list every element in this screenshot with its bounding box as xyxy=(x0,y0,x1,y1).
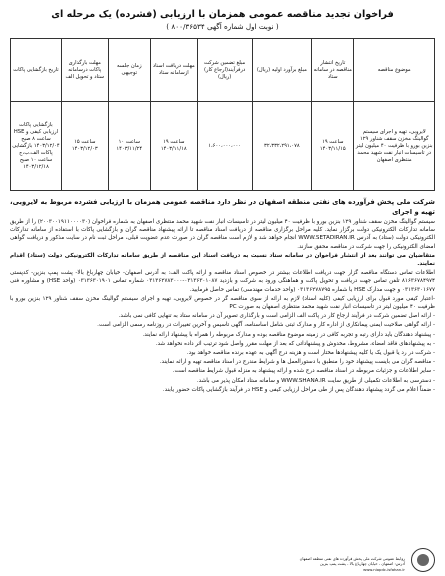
header-briefing-session: زمان جلسه توجیهی xyxy=(108,39,150,102)
header-initial-estimate: مبلغ برآورد اولیه (ریال) xyxy=(252,39,311,102)
header-upload-deadline: مهلت بارگذاری پاکات درسامانه ستاد و تحویل الف xyxy=(61,39,108,102)
header-subject: موضوع مناقصه xyxy=(354,39,435,102)
footer-text xyxy=(300,556,405,572)
table-header-row xyxy=(11,39,435,102)
header-doc-deadline: مهلت دریافت اسناد ازسامانه ستاد xyxy=(150,39,197,102)
footer-line: روابط عمومی شرکت ملی پخش فرآورده های نفتی منطقه اصفهان xyxy=(299,555,405,561)
paragraph: - به پیشنهادهای فاقد امضاء، مشروط، مخدوش و پیشنهاداتی که بعد از مهلت مقرر واصل شود ترتیب اثر داده نخواهد شد. xyxy=(155,340,435,347)
cell-upload-deadline: ساعت ۱۵ ۱۴۰۳/۱۲/۰۳ xyxy=(61,102,108,191)
footer-line: آدرس: اصفهان - خیابان چهارباغ بالا - پشت پمپ بنزین xyxy=(320,561,405,567)
paragraph: سیستم گوالینگ مخزن سقف شناور ۱۲۹ بنزین بورو با ظرفیت ۴۰ میلیون لیتر در تاسیسات انبار نفت شهید محمد منتظری اصفهان به شماره فراخوان (۲۰۰۳۰۰۱۹۱۱۰۰۰۰۳۰) را از طریق سامانه تدارکات الکترونیکی دولت برگزار نماید. کلیه مراحل برگزاری مناقصه از دریافت اسناد مناقصه تا ارائه پیشنهاد مناقصه گران و بازگشایی پاکات با استفاده از سامانه تدارکات الکترونیکی دولت (ستاد) به آدرس WWW.SETADIRAN.IR انجام خواهد شد و لازم است مناقصه گران در صورت عدم عضویت قبلی، مراحل ثبت نام در سایت مذکور و دریافت گواهی امضای الکترونیکی را جهت شرکت در مناقصه محقق سازند. xyxy=(10,219,436,250)
cell-initial-estimate: ۳۲،۳۳۲،۲۹۱،۰۷۸ xyxy=(252,102,311,191)
header-opening-date: تاریخ بازگشایی پاکات xyxy=(11,39,62,102)
notice-subtitle: ( نوبت اول شماره آگهی ۸۰۰/۳۶۵۳۴ ) xyxy=(166,22,279,31)
header-publish-date: تاریخ انتشار مناقصه در سامانه ستاد xyxy=(312,39,354,102)
paragraph: - مناقصه گران می بایست پیشنهاد خود را منطبق با دستورالعمل ها و شرایط مندرج در اسناد مناقصه تهیه و ارائه نمایند. xyxy=(159,359,435,366)
cell-opening-date: بازگشایی پاکات ارزیابی کیفی و HSE ساعت ۸ صبح ۱۴۰۳/۱۲/۰۴ بازگشایی پاکات الف،ب،ج ساعت ۱۰ صبح ۱۴۰۳/۱۲/۱۸ xyxy=(11,102,62,191)
section-title: شرکت ملی پخش فرآورده های نفتی منطقه اصفهان در نظر دارد مناقصه عمومی همزمان با ارزیابی فشرده مربوط به لایروبی، تهیه و اجرای xyxy=(10,198,435,216)
footer-branding xyxy=(300,548,435,572)
paragraph: - ارائه اصل تضمین شرکت در فرآیند ارجاع کار در پاکت الف الزامی است و بارگذاری تصویر آن در سامانه ستاد به تنهایی کافی نمی باشد. xyxy=(118,313,435,320)
cell-publish-date: ساعت ۱۹ ۱۴۰۳/۱۱/۱۵ xyxy=(312,102,354,191)
paragraph: - ارائه گواهی صلاحیت ایمنی پیمانکاری از اداره کار و مدارک ثبتی شامل اساسنامه، آگهی تاسیس و آخرین تغییرات در روزنامه رسمی الزامی است. xyxy=(97,322,435,329)
cell-briefing-session: ساعت ۱۰ ۱۴۰۳/۱۱/۲۴ xyxy=(108,102,150,191)
table-row xyxy=(11,102,435,191)
footer xyxy=(10,548,435,572)
cell-bid-bond: ۱،۶۰۰،۰۰۰،۰۰۰ xyxy=(197,102,252,191)
paragraph: - ضمناً اعلام می گردد پیشنهاد دهندگان پس از طی مراحل ارزیابی کیفی و HSE در فرآیند بازگشایی پاکات حضور یابند. xyxy=(162,386,435,393)
cell-doc-deadline: ساعت ۱۹ ۱۴۰۳/۱۱/۱۸ xyxy=(150,102,197,191)
cell-subject: لایروبی، تهیه و اجرای سیستم گوالینگ مخزن سقف شناور ۱۲۹ بنزین بورو با ظرفیت ۴۰ میلیون لیتر در تاسیسات انبار نفت شهید محمد منتظری اصفهان xyxy=(354,102,435,191)
paragraph: اطلاعات تماس دستگاه مناقصه گزار جهت دریافت اطلاعات بیشتر در خصوص اسناد مناقصه و ارائه پاکت الف: به آدرس اصفهان- خیابان چهارباغ بالا- پشت پمپ بنزین- کدپستی ۸۱۶۳۶۷۸۴۹۷۴ تلفن تماس جهت دریافت و تحویل پاکت و هماهنگی ورود به شرکت و بازدید ۰۳۱۳۶۳۰۱۰۸۷-۰۳۱۳۶۲۷۸۳۰۰۰ شماره تماس ۰۳۱۳۶۳۰۱۹۰۱ (واحد HSE) و مشاوره فنی ۰۳۱۳۶۳۰۱۶۷۷ و جهت مدارک HSE با شماره ۰۳۱۳۶۲۷۸۷۹۵ (واحد خدمات مهندسی) تماس حاصل فرمایید. xyxy=(10,270,435,293)
paragraph: - شرکت در رد یا قبول یک یا کلیه پیشنهادها مختار است و هزینه درج آگهی به عهده برنده مناقصه خواهد بود. xyxy=(186,350,435,357)
paragraph: - پیشنهاد دهندگان باید دارای رتبه و تجربه کافی در زمینه موضوع مناقصه بوده و مدارک مربوطه را همراه با پیشنهاد ارائه نمایند. xyxy=(142,331,435,338)
paragraph: - دسترسی به اطلاعات تکمیلی از طریق سایت WWW.SHANA.IR و سامانه ستاد امکان پذیر می باشد. xyxy=(196,377,435,384)
tender-table xyxy=(10,38,435,191)
notice-title: فراخوان تجدید مناقصه عمومی همزمان با ارزیابی (فشرده) یک مرحله ای xyxy=(51,9,394,20)
header-bid-bond: مبلغ تضمین شرکت درفرآیند(ارجاع کار)(ریال) xyxy=(197,39,252,102)
company-logo-icon xyxy=(411,548,435,572)
paragraph: -اعتبار کیفی مورد قبول برای ارزیابی کیفی (کلیه اسناد) لازم به ارائه از سوی مناقصه گر در خصوص لایروبی، تهیه و اجرای سیستم گوالینگ مخزن سقف شناور ۱۲۹ بنزین بورو با ظرفیت ۴۰ میلیون لیتر در تاسیسات انبار نفت شهید محمد منتظری اصفهان به صورت PC xyxy=(10,295,435,311)
footer-line: www.niopdc-isfahan.ir xyxy=(363,566,405,572)
paragraph: - سایر اطلاعات و جزئیات مربوطه در اسناد مناقصه درج شده و ارائه پیشنهاد به منزله قبول شرایط مناقصه است. xyxy=(172,368,435,375)
paragraph: متقاضیان می توانند بعد از انتشار فراخوان در سامانه ستاد نسبت به دریافت اسناد این مناقصه از طریق سامانه تدارکات الکترونیکی دولت (ستاد) اقدام نمایند. xyxy=(10,252,435,268)
